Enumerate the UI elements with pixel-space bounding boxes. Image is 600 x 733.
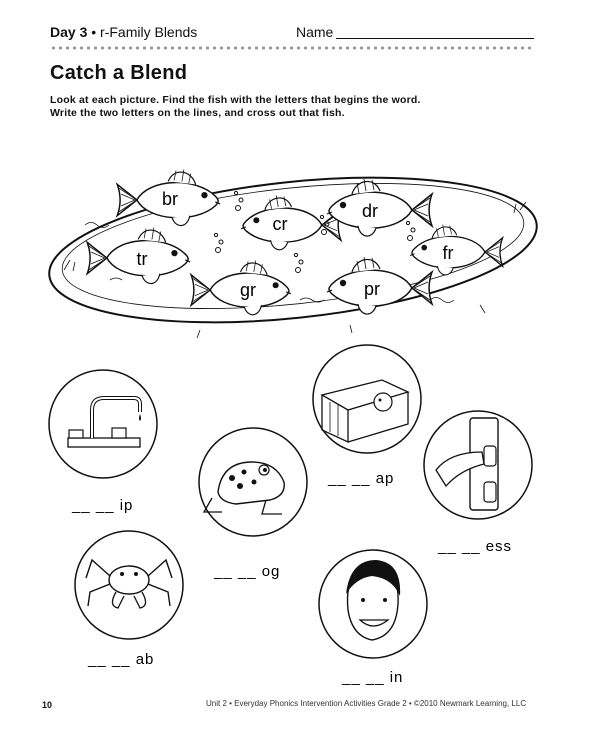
page-title: Catch a Blend bbox=[50, 62, 188, 84]
fish-gr-label: gr bbox=[239, 280, 257, 300]
fish-dr-label: dr bbox=[361, 201, 379, 221]
word-crab-blank[interactable]: __ __ ab bbox=[88, 651, 155, 668]
instruction-line-1: Look at each picture. Find the fish with the letters that begins the word. bbox=[50, 94, 421, 106]
day-number: Day 3 bbox=[50, 24, 88, 40]
instruction-line-2: Write the two letters on the lines, and cross out that fish. bbox=[50, 107, 345, 119]
footer-credit: Unit 2 • Everyday Phonics Intervention Activities Grade 2 • ©2010 Newmark Learning, LLC bbox=[206, 699, 527, 708]
page-number: 10 bbox=[42, 700, 53, 710]
press-button-picture bbox=[424, 411, 532, 519]
word-trap-blank[interactable]: __ __ ap bbox=[328, 470, 395, 487]
frog-picture bbox=[199, 428, 307, 536]
fish-tr-label: tr bbox=[136, 249, 148, 269]
word-faucet-blank[interactable]: __ __ ip bbox=[72, 497, 134, 514]
trap-picture bbox=[313, 345, 421, 453]
word-grin-blank[interactable]: __ __ in bbox=[342, 669, 404, 686]
grin-face-picture bbox=[319, 550, 427, 658]
fish-fr-label: fr bbox=[442, 243, 454, 263]
fish-cr-label: cr bbox=[272, 214, 288, 234]
crab-picture bbox=[75, 531, 183, 639]
word-press-blank[interactable]: __ __ ess bbox=[438, 538, 513, 555]
word-frog-blank[interactable]: __ __ og bbox=[214, 563, 281, 580]
separator: • bbox=[87, 24, 101, 40]
name-label: Name bbox=[296, 24, 334, 40]
fish-pr-label: pr bbox=[363, 279, 381, 299]
topic-label: r-Family Blends bbox=[100, 24, 198, 40]
fish-br-label: br bbox=[161, 189, 179, 209]
faucet-picture bbox=[49, 370, 157, 478]
